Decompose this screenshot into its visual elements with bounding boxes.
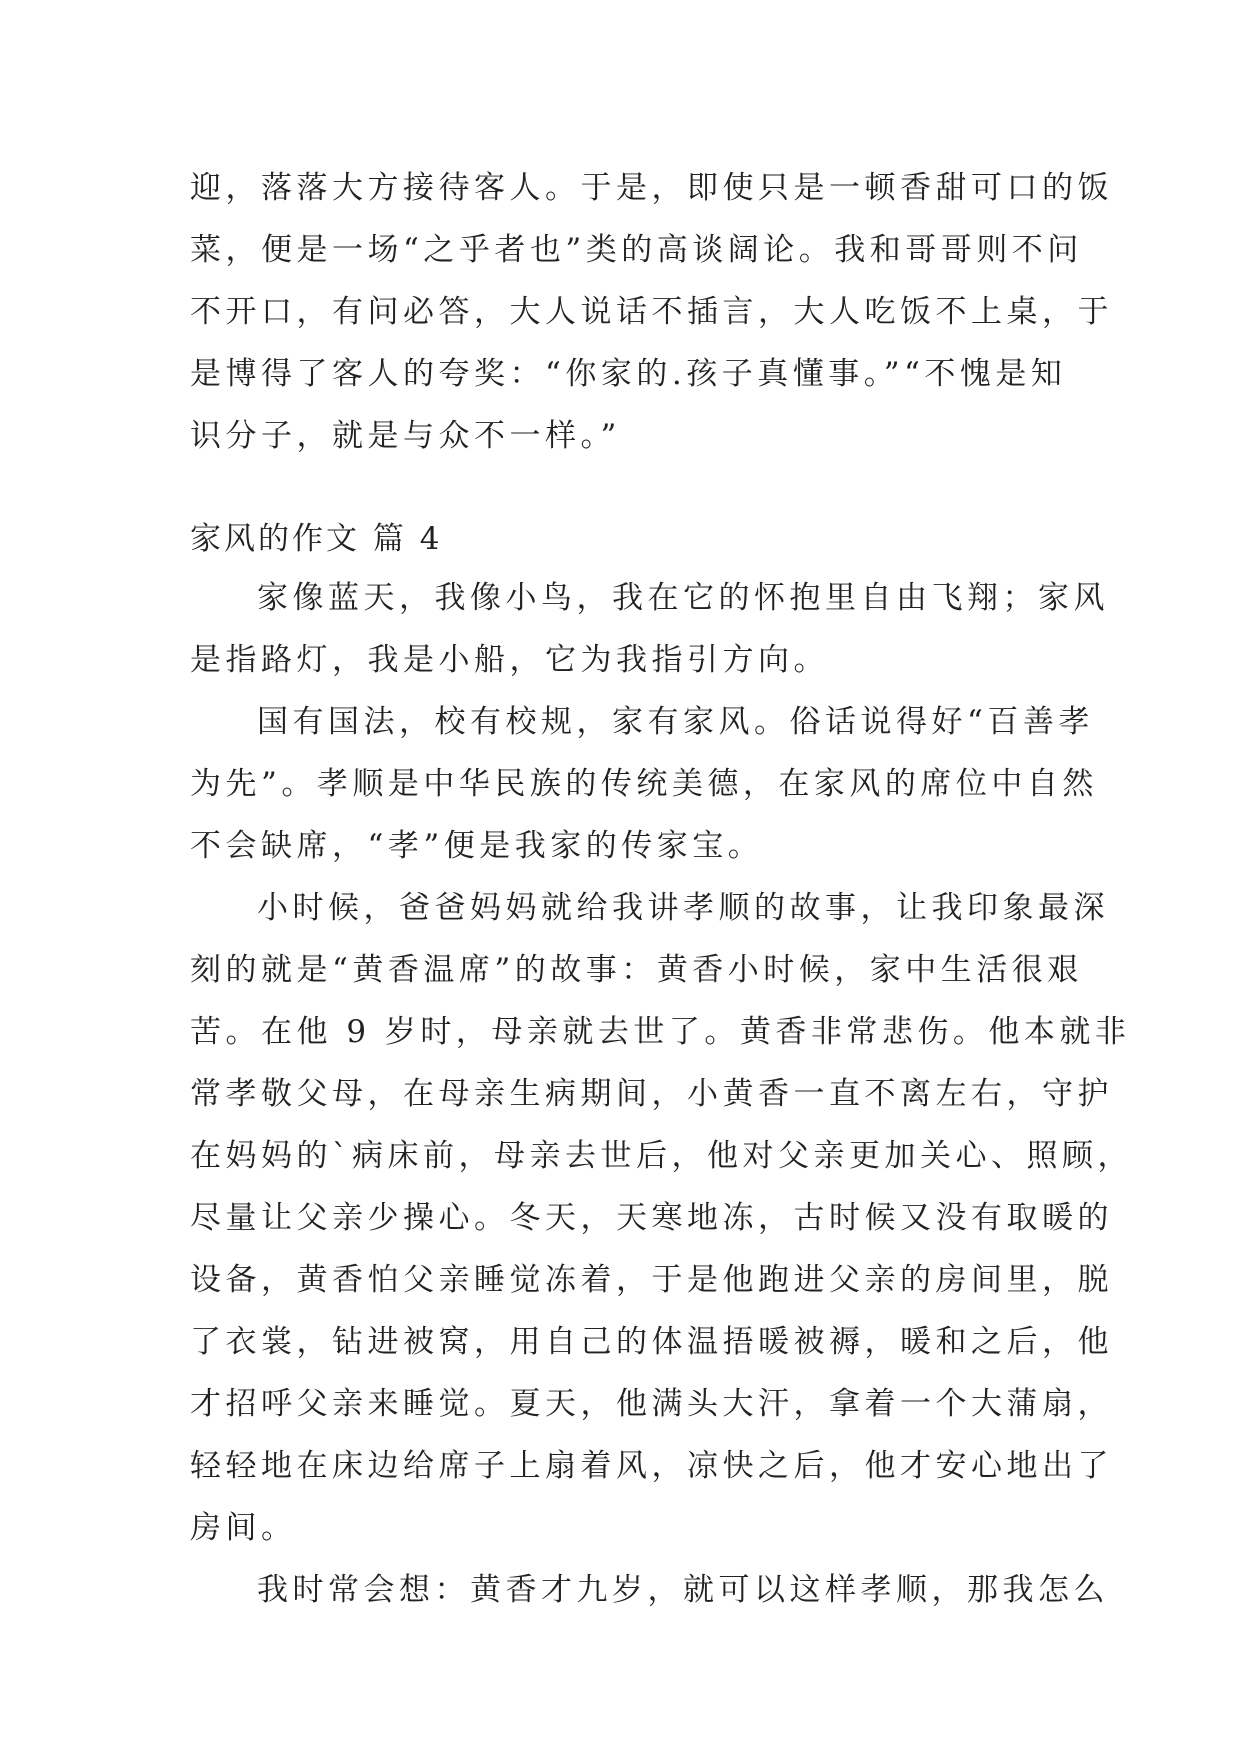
paragraph-line: 小时候，爸爸妈妈就给我讲孝顺的故事，让我印象最深 (257, 890, 1109, 926)
paragraph-line: 在妈妈的`病床前，母亲去世后，他对父亲更加关心、照顾， (190, 1138, 1133, 1174)
section-title: 家风的作文 篇 4 (190, 521, 443, 557)
paragraph-line: 不会缺席，“孝”便是我家的传家宝。 (190, 828, 764, 864)
paragraph-line: 苦。在他 9 岁时，母亲就去世了。黄香非常悲伤。他本就非 (190, 1014, 1131, 1050)
paragraph-line: 房间。 (190, 1510, 297, 1546)
paragraph-line: 尽量让父亲少操心。冬天，天寒地冻，古时候又没有取暖的 (190, 1200, 1113, 1236)
paragraph-line: 为先”。孝顺是中华民族的传统美德，在家风的席位中自然 (190, 766, 1098, 802)
paragraph-line: 我时常会想：黄香才九岁，就可以这样孝顺，那我怎么 (257, 1572, 1109, 1608)
intro-line: 迎，落落大方接待客人。于是，即使只是一顿香甜可口的饭 (190, 170, 1113, 206)
paragraph-line: 家像蓝天，我像小鸟，我在它的怀抱里自由飞翔；家风 (257, 580, 1109, 616)
paragraph-line: 国有国法，校有校规，家有家风。俗话说得好“百善孝 (257, 704, 1094, 740)
paragraph-line: 才招呼父亲来睡觉。夏天，他满头大汗，拿着一个大蒲扇， (190, 1386, 1113, 1422)
intro-line: 识分子，就是与众不一样。” (190, 418, 621, 454)
paragraph-line: 轻轻地在床边给席子上扇着风，凉快之后，他才安心地出了 (190, 1448, 1113, 1484)
intro-line: 菜，便是一场“之乎者也”类的高谈阔论。我和哥哥则不问 (190, 232, 1083, 268)
paragraph-line: 常孝敬父母，在母亲生病期间，小黄香一直不离左右，守护 (190, 1076, 1113, 1112)
paragraph-line: 了衣裳，钻进被窝，用自己的体温捂暖被褥，暖和之后，他 (190, 1324, 1113, 1360)
paragraph-line: 设备，黄香怕父亲睡觉冻着，于是他跑进父亲的房间里，脱 (190, 1262, 1113, 1298)
intro-line: 是博得了客人的夸奖：“你家的.孩子真懂事。”“不愧是知 (190, 356, 1067, 392)
paragraph-line: 刻的就是“黄香温席”的故事：黄香小时候，家中生活很艰 (190, 952, 1083, 988)
paragraph-line: 是指路灯，我是小船，它为我指引方向。 (190, 642, 829, 678)
intro-line: 不开口，有问必答，大人说话不插言，大人吃饭不上桌，于 (190, 294, 1113, 330)
